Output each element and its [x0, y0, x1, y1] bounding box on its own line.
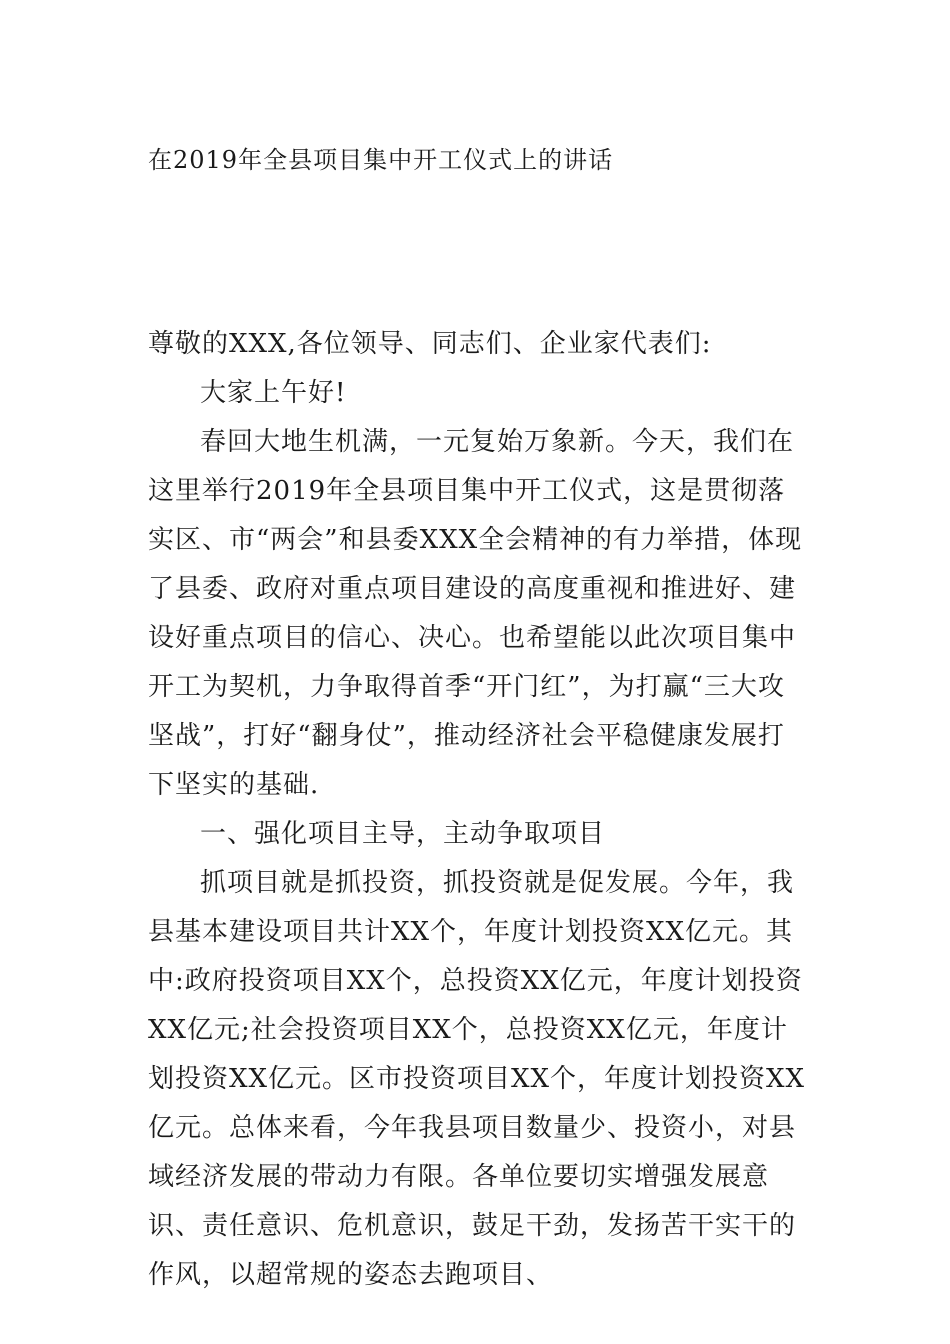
section-heading-1: 一、强化项目主导，主动争取项目 — [200, 819, 606, 849]
greeting-line: 大家上午好! — [200, 378, 347, 408]
paragraph-investment: 抓项目就是抓投资，抓投资就是促发展。今年，我县基本建设项目共计XX个，年度计划投资XX亿元。其中:政府投资项目XX个，总投资XX亿元，年度计划投资XX亿元;社会投资项目XX个，总投资XX亿元，年度计划投资XX亿元。区市投资项目XX个，年度计划投资XX亿元。总体来看，今年我县项目数量少、投资小，对县域经济发展的带动力有限。各单位要切实增强发展意识、责任意识、危机意识，鼓足干劲，发扬苦干实干的作风，以超常规的姿态去跑项目、 — [148, 868, 806, 1290]
paragraph-opening: 春回大地生机满，一元复始万象新。今天，我们在这里举行2019年全县项目集中开工仪式，这是贯彻落实区、市“两会”和县委XXX全会精神的有力举措，体现了县委、政府对重点项目建设的高度重视和推进好、建设好重点项目的信心、决心。也希望能以此次项目集中开工为契机，力争取得首季“开门红”，为打赢“三大攻坚战”，打好“翻身仗”，推动经济社会平稳健康发展打下坚实的基础. — [148, 427, 803, 800]
document-title: 在2019年全县项目集中开工仪式上的讲话 — [148, 146, 614, 174]
document-body — [148, 320, 808, 1300]
salutation-line: 尊敬的XXX,各位领导、同志们、企业家代表们: — [148, 329, 712, 359]
